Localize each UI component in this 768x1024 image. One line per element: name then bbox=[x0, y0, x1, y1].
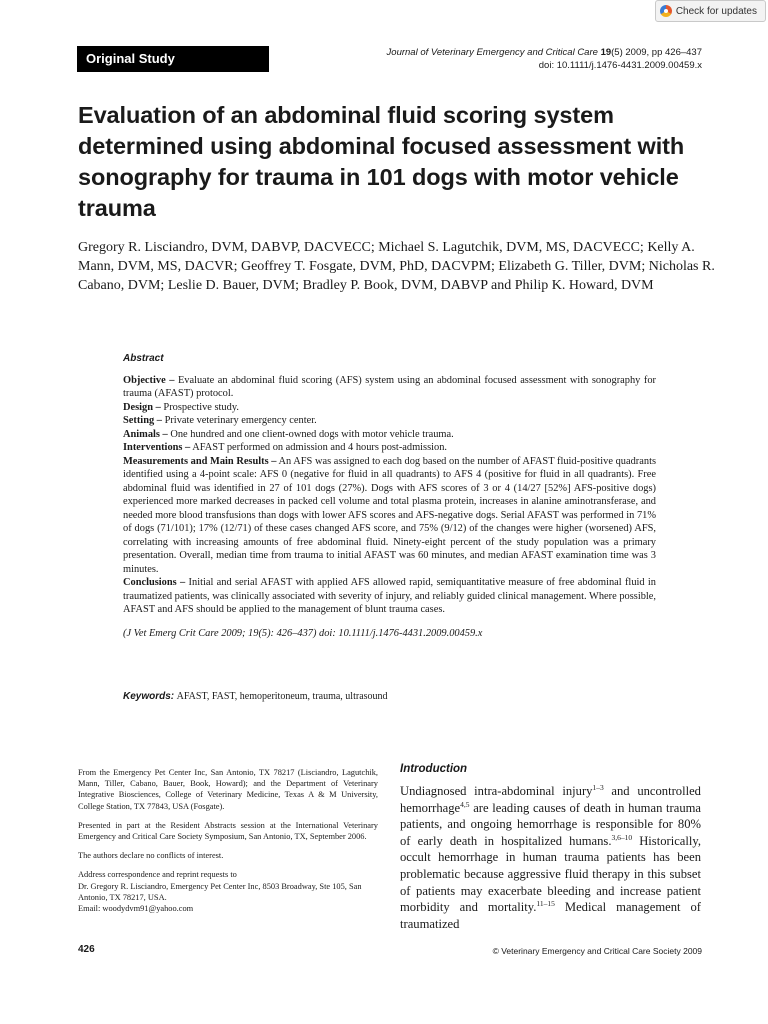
intro-run: are leading causes of death in human trauma patients, and ongoing hemorrhage is responsible for 80% of early death in hospitalized humans. bbox=[400, 800, 701, 848]
author-list: Gregory R. Lisciandro, DVM, DABVP, DACVECC; Michael S. Lagutchik, DVM, MS, DACVECC; Kelly A. Mann, DVM, MS, DACVR; Geoffrey T. Fosgate, DVM, PhD, DACVPM; Elizabeth G. Tiller, DVM; Nicholas R. Cabano, DVM; Leslie D. Bauer, DVM; Bradley P. Book, DVM, DABVP and Philip K. Howard, DVM bbox=[78, 240, 715, 293]
page-number: 426 bbox=[78, 944, 95, 955]
copyright-notice: © Veterinary Emergency and Critical Care Society 2009 bbox=[492, 946, 702, 956]
conflict-note: The authors declare no conflicts of interest. bbox=[78, 851, 224, 861]
abstract-setting bbox=[123, 414, 656, 428]
reference-superscript[interactable]: 4,5 bbox=[460, 799, 470, 809]
article-type-badge: Original Study bbox=[77, 46, 269, 72]
journal-volume: 19 bbox=[600, 47, 612, 58]
abstract-label: Interventions – bbox=[123, 442, 191, 453]
reference-superscript[interactable]: 1–3 bbox=[592, 782, 604, 792]
abstract-text: An AFS was assigned to each dog based on the number of AFAST fluid-positive quadrants identified using a 4-point scale: AFS 0 (negative for fluid in all quadrants) to AFS 4 (positive for fluid in all quadrants). Free abdominal fluid was identified in 27 of 101 dogs (27%). Dogs with AFS scores of 3 or 4 (14/27 [52%] AFS-positive dogs) experienced more marked decreases in packed cell volume and total plasma protein, increases in alanine aminotransferase, and needed more blood transfusions than dogs with lower AFS scores and AFS-negative dogs. Serial AFAST was performed in 71% of dogs (71/101); 17% (12/71) of these cases changed AFS score, and 75% (9/12) of the changes were higher (worsened) AFS, correlating with increasing amounts of free abdominal fluid. Ninety-eight percent of the study population was a primary presentation. Overall, median time from trauma to initial AFAST was 60 minutes, and median AFAST examination time was 3 minutes. bbox=[123, 455, 656, 575]
check-for-updates-button[interactable] bbox=[655, 0, 766, 22]
keywords-text: AFAST, FAST, hemoperitoneum, trauma, ultrasound bbox=[176, 691, 388, 702]
abstract-design bbox=[123, 401, 656, 415]
doi[interactable]: doi: 10.1111/j.1476-4431.2009.00459.x bbox=[538, 60, 702, 71]
abstract-objective bbox=[123, 374, 656, 401]
journal-name: Journal of Veterinary Emergency and Critical Care bbox=[386, 47, 598, 58]
abstract-animals bbox=[123, 428, 656, 442]
reference-superscript[interactable]: 11–15 bbox=[536, 898, 555, 908]
abstract-results bbox=[123, 455, 656, 577]
correspondence-address: Dr. Gregory R. Lisciandro, Emergency Pet Center Inc, 8503 Broadway, Ste 105, San Antonio, TX 78217, USA. bbox=[78, 881, 362, 902]
abstract-text: Evaluate an abdominal fluid scoring (AFS) system using an abdominal focused assessment with sonography for trauma (AFAST) protocol. bbox=[123, 374, 656, 399]
check-for-updates-label: Check for updates bbox=[675, 5, 757, 17]
abstract-interventions bbox=[123, 441, 656, 455]
abstract-label: Measurements and Main Results – bbox=[123, 455, 277, 467]
reference-superscript[interactable]: 3,6–10 bbox=[611, 832, 633, 842]
correspondence-line: Address correspondence and reprint requests to bbox=[78, 870, 237, 880]
keywords bbox=[123, 690, 663, 703]
abstract-text: Prospective study. bbox=[160, 401, 239, 413]
keywords-label: Keywords: bbox=[123, 691, 175, 702]
introduction-section bbox=[400, 763, 701, 932]
crossmark-icon bbox=[660, 5, 672, 17]
citation: (J Vet Emerg Crit Care 2009; 19(5): 426–437) doi: 10.1111/j.1476-4431.2009.00459.x bbox=[123, 627, 483, 639]
presentation-note: Presented in part at the Resident Abstracts session at the International Veterinary Emergency and Critical Care Society Symposium, San Antonio, TX, September 2006. bbox=[78, 820, 378, 842]
author-notes bbox=[78, 767, 378, 914]
affiliation-note: From the Emergency Pet Center Inc, San Antonio, TX 78217 (Lisciandro, Lagutchik, Mann, Tiller, Cabano, Bauer, Book, Howard); and the Department of Veterinary Integrative Biosciences, College of Veterinary Medicine, Texas A & M University, College Station, TX 77843, USA (Fosgate). bbox=[78, 768, 378, 811]
correspondence-email[interactable]: Email: woodydvm91@yahoo.com bbox=[78, 904, 194, 914]
intro-run: Medical management of traumatized bbox=[400, 900, 702, 931]
abstract-label: Animals – bbox=[123, 428, 168, 440]
abstract-label: Conclusions – bbox=[123, 577, 186, 588]
introduction-text bbox=[400, 783, 701, 932]
abstract-text: One hundred and one client-owned dogs with motor vehicle trauma. bbox=[167, 428, 454, 440]
abstract-text: Initial and serial AFAST with applied AFS allowed rapid, semiquantitative measure of free abdominal fluid in traumatized patients, was clinically associated with severity of injury, and reliably guided clinical management. Where possible, AFAST and AFS should be applied to the management of blunt trauma cases. bbox=[123, 577, 656, 615]
introduction-heading: Introduction bbox=[400, 763, 468, 775]
abstract-heading: Abstract bbox=[123, 353, 164, 364]
journal-info bbox=[387, 46, 702, 72]
journal-issue-pages: (5) 2009, pp 426–437 bbox=[611, 47, 702, 58]
abstract bbox=[123, 352, 656, 640]
correspondence-note bbox=[78, 869, 378, 914]
article-title: Evaluation of an abdominal fluid scoring system determined using abdominal focused assessment with sonography for trauma in 101 dogs with motor vehicle trauma bbox=[78, 102, 685, 221]
abstract-text: AFAST performed on admission and 4 hours post-admission. bbox=[190, 442, 448, 453]
abstract-label: Objective – bbox=[123, 374, 175, 386]
abstract-label: Setting – bbox=[123, 415, 162, 426]
intro-run: Undiagnosed intra-abdominal injury bbox=[400, 784, 593, 798]
abstract-text: Private veterinary emergency center. bbox=[161, 415, 317, 426]
intro-run: Historically, occult hemorrhage in human trauma patients has been problematic because aggressive fluid therapy in this subset of patients may exacerbate bleeding and increase patient morbidity and mortality. bbox=[400, 833, 701, 915]
abstract-conclusions bbox=[123, 576, 656, 617]
abstract-label: Design – bbox=[123, 401, 161, 413]
intro-run: and uncontrolled hemorrhage bbox=[400, 784, 701, 815]
